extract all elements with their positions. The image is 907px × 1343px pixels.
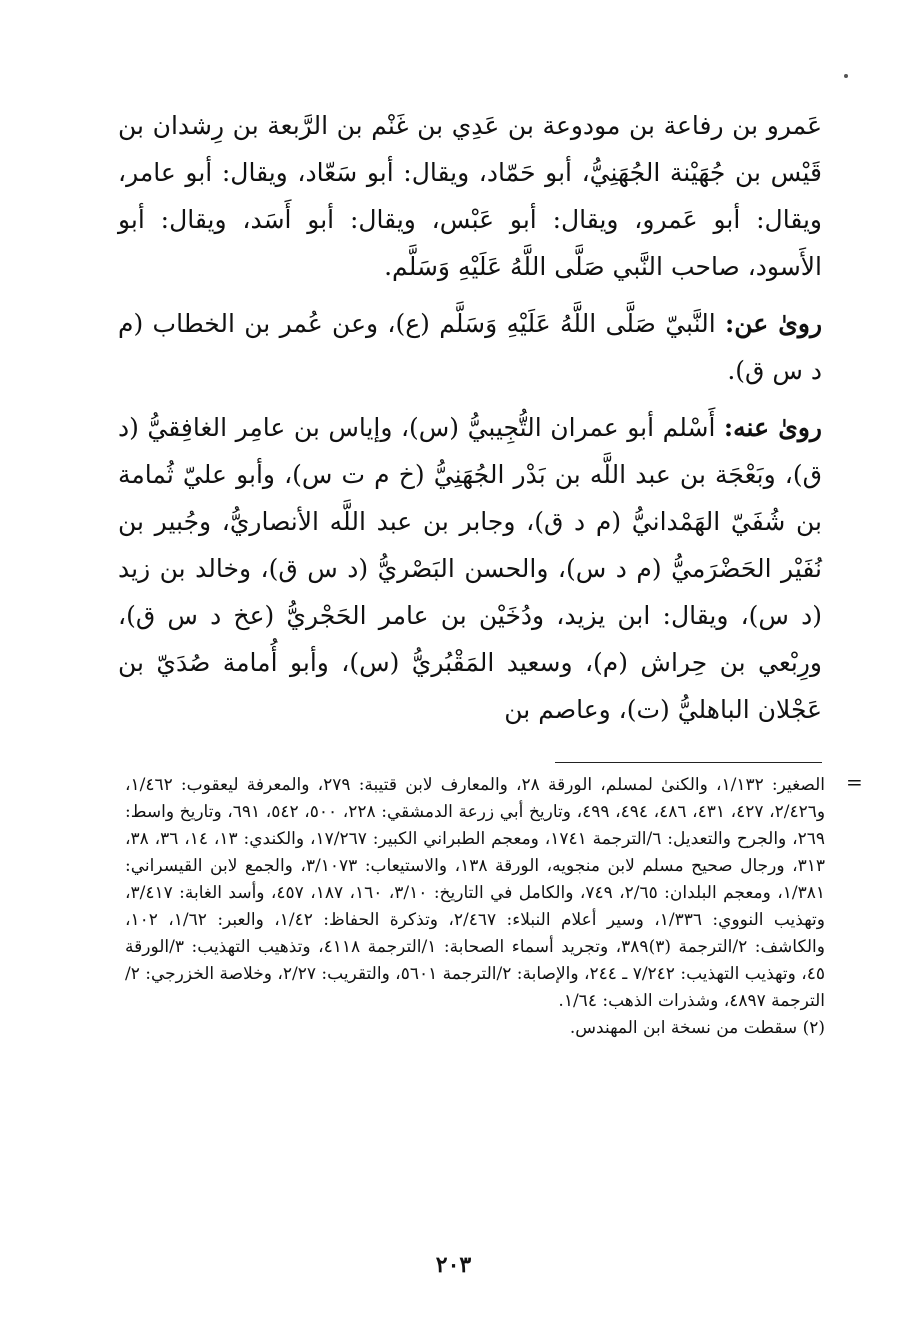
scan-speck	[844, 74, 848, 78]
footnote-2: (٢) سقطت من نسخة ابن المهندس.	[569, 1018, 825, 1038]
narrated-from-label: روىٰ عن:	[725, 309, 823, 338]
footnote-1: الصغير: ١/١٣٢، والكنىٰ لمسلم، الورقة ٢٨، والمعارف لابن قتيبة: ٢٧٩، والمعرفة ليعقوب: ١/٤٦٢، و٢/٤٢٦، ٤٢٧، ٤٣١، ٤٨٦، ٤٩٤، ٤٩٩، وتاريخ أبي زرعة الدمشقي: ٢٢٨، ٥٠٠، ٥٤٢، ٦٩١، وتاريخ واسط: ٢٦٩، والجرح والتعديل: ٦/الترجمة ١٧٤١، ومعجم الطبراني الكبير: ١٧/٢٦٧، والكندي: ١٣، ١٤، ٣٦، ٣٨، ٣١٣، ورجال صحيح مسلم لابن منجويه، الورقة ١٣٨، والاستيعاب: ٣/١٠٧٣، والجمع لابن القيسراني: ١/٣٨١، ومعجم البلدان: ٢/٦٥، ٧٤٩، والكامل في التاريخ: ٣/١٠، ١٦٠، ١٨٧، ٤٥٧، وأسد الغابة: ٣/٤١٧، وتهذيب النووي: ١/٣٣٦، وسير أعلام النبلاء: ٢/٤٦٧، وتذكرة الحفاظ: ١/٤٢، والعبر: ١/٦٢، ١٠٢، والكاشف: ٢/الترجمة (٣)٣٨٩، وتجريد أسماء الصحابة: ١/الترجمة ٤١١٨، وتذهيب التهذيب: ٣/الورقة ٤٥، وتهذيب التهذيب: ٧/٢٤٢ ـ ٢٤٤، والإصابة: ٢/الترجمة ٥٦٠١، والتقريب: ٢/٢٧، وخلاصة الخزرجي: ٢/الترجمة ٤٨٩٧، وشذرات الذهب: ١/٦٤.	[125, 775, 826, 1011]
footnotes	[125, 772, 825, 1042]
narrated-from-text: النَّبيّ صَلَّى اللَّهُ عَلَيْهِ وَسَلَّم (ع)، وعن عُمر بن الخطاب (م د س ق).	[118, 309, 822, 385]
paragraph-narrated-from	[118, 300, 822, 394]
paragraph-narrated-by	[118, 404, 822, 733]
narrated-by-label: روىٰ عنه:	[723, 413, 823, 442]
footnote-continuation-mark: =	[846, 770, 863, 794]
footnote-separator	[555, 762, 822, 763]
narrated-by-text: أَسْلم أبو عمران التُّجِيبيُّ (س)، وإياس بن عامِر الغافِقيُّ (د ق)، وبَعْجَة بن عبد اللَّه بن بَدْر الجُهَنِيُّ (خ م ت س)، وأبو عليّ ثُمامة بن شُفَيّ الهَمْدانيُّ (م د ق)، وجابر بن عبد اللَّه الأنصاريُّ، وجُبير بن نُفَيْر الحَضْرَميُّ (م د س)، والحسن البَصْريُّ (د س ق)، وخالد بن زيد (د س)، ويقال: ابن يزيد، ودُخَيْن بن عامر الحَجْريُّ (عخ د س ق)، ورِبْعي بن حِراش (م)، وسعيد المَقْبُريُّ (س)، وأبو أُمامة صُدَيّ بن عَجْلان الباهليُّ (ت)، وعاصم بن	[118, 413, 822, 724]
page-number: ٢٠٣	[435, 1252, 472, 1278]
paragraph-biography: عَمرو بن رفاعة بن مودوعة بن عَدِي بن غَنْم بن الرَّبعة بن رِشدان بن قَيْس بن جُهَيْنة الجُهَنِيُّ، أبو حَمّاد، ويقال: أبو سَعّاد، ويقال: أبو عامر، ويقال: أبو عَمرو، ويقال: أبو عَبْس، ويقال: أبو أَسَد، ويقال: أبو الأَسود، صاحب النَّبي صَلَّى اللَّهُ عَلَيْهِ وَسَلَّم.	[118, 111, 822, 281]
main-text	[118, 102, 822, 743]
